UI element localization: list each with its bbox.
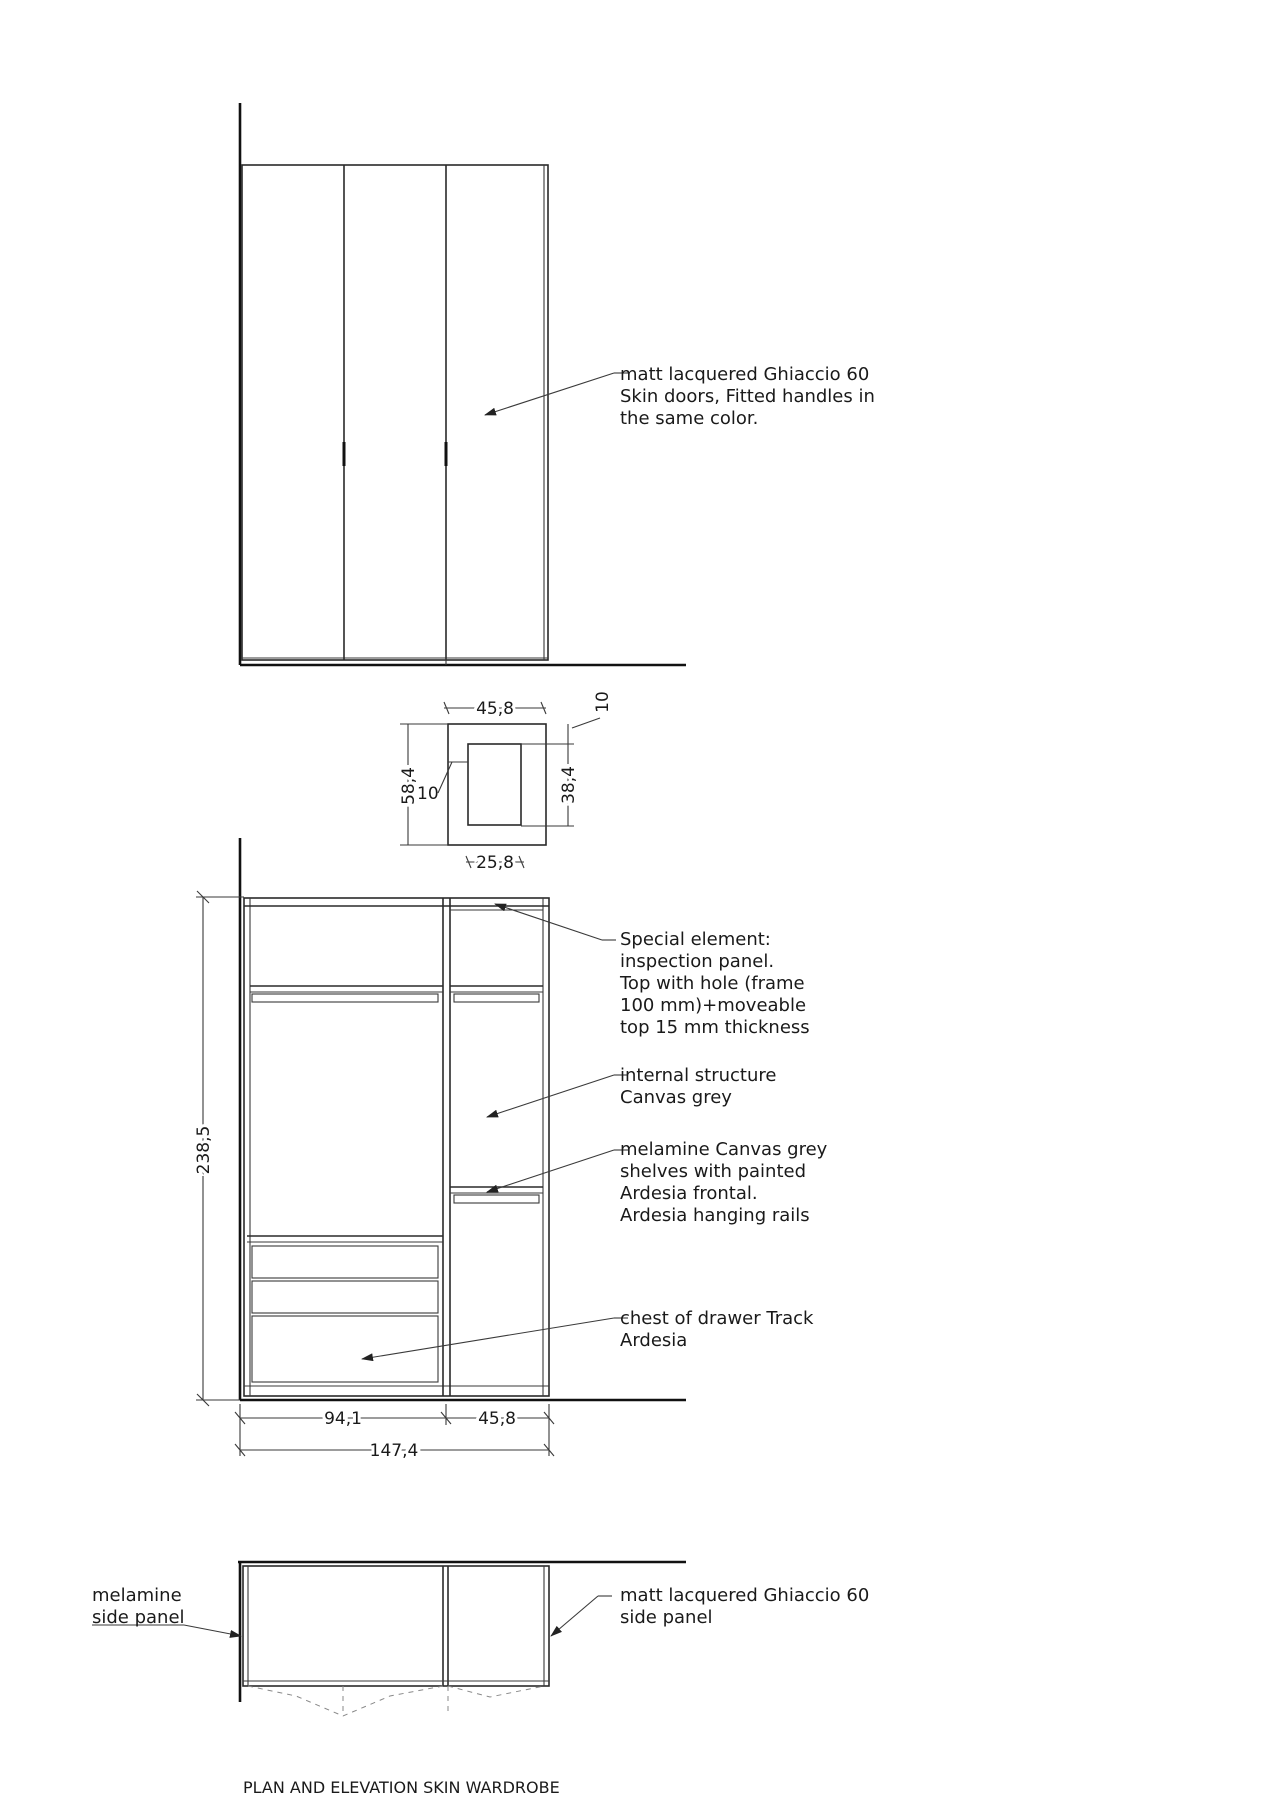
hanging-rail-left: [252, 994, 438, 1002]
leader-drawers: [362, 1318, 614, 1359]
dim-leader: [438, 762, 452, 793]
dim-detail-width: 45,8: [476, 699, 514, 719]
door-swing-arc: [248, 1686, 443, 1716]
leader-structure: [487, 1075, 614, 1117]
label-shelves: melamine Canvas grey shelves with painted Ardesia frontal. Ardesia hanging rails: [620, 1139, 828, 1226]
dim-total-width: 147,4: [369, 1441, 419, 1461]
label-structure: internal structure Canvas grey: [620, 1065, 777, 1108]
dim-detail-frame-side: 10: [417, 784, 439, 804]
label-drawers: chest of drawer Track Ardesia: [620, 1308, 814, 1351]
detail-frame: [448, 724, 546, 845]
dim-left-width: 94,1: [324, 1409, 362, 1429]
drawer-front: [252, 1281, 438, 1313]
dim-leader: [572, 718, 600, 728]
leader-plan-left: [184, 1625, 241, 1636]
plan-outline: [243, 1566, 549, 1686]
door-swing-arc: [448, 1686, 544, 1697]
label-doors: matt lacquered Ghiaccio 60 Skin doors, Fitted handles in the same color.: [620, 364, 875, 429]
dim-detail-frame-top: 10: [593, 691, 613, 713]
plan-view: [92, 1562, 875, 1716]
front-elevation: [240, 103, 881, 665]
detail-hole: [468, 744, 521, 825]
dim-detail-hole-width: 25,8: [476, 853, 514, 873]
internal-elevation: [194, 838, 833, 1461]
drawing-title: PLAN AND ELEVATION SKIN WARDROBE: [243, 1778, 560, 1797]
drawer-front: [252, 1246, 438, 1278]
leader-doors: [485, 373, 614, 415]
label-plan-right: matt lacquered Ghiaccio 60 side panel: [620, 1585, 870, 1628]
inspection-panel-detail: [399, 691, 613, 873]
wardrobe-outline: [242, 165, 548, 660]
hanging-rail-right-top: [454, 994, 539, 1002]
dim-detail-hole-height: 38,4: [559, 766, 579, 804]
leader-plan-right: [551, 1596, 598, 1636]
leader-shelves: [487, 1150, 614, 1192]
label-special: Special element: inspection panel. Top with hole (frame 100 mm)+moveable top 15 mm thickness: [620, 929, 810, 1038]
hanging-rail-right-mid: [454, 1195, 539, 1203]
dim-right-width: 45,8: [478, 1409, 516, 1429]
dim-detail-height: 58,4: [399, 767, 419, 805]
label-plan-left: melamine side panel: [92, 1585, 185, 1628]
drawer-front: [252, 1316, 438, 1382]
wardrobe-outline: [244, 898, 549, 1396]
dim-total-height: 238,5: [194, 1125, 214, 1175]
